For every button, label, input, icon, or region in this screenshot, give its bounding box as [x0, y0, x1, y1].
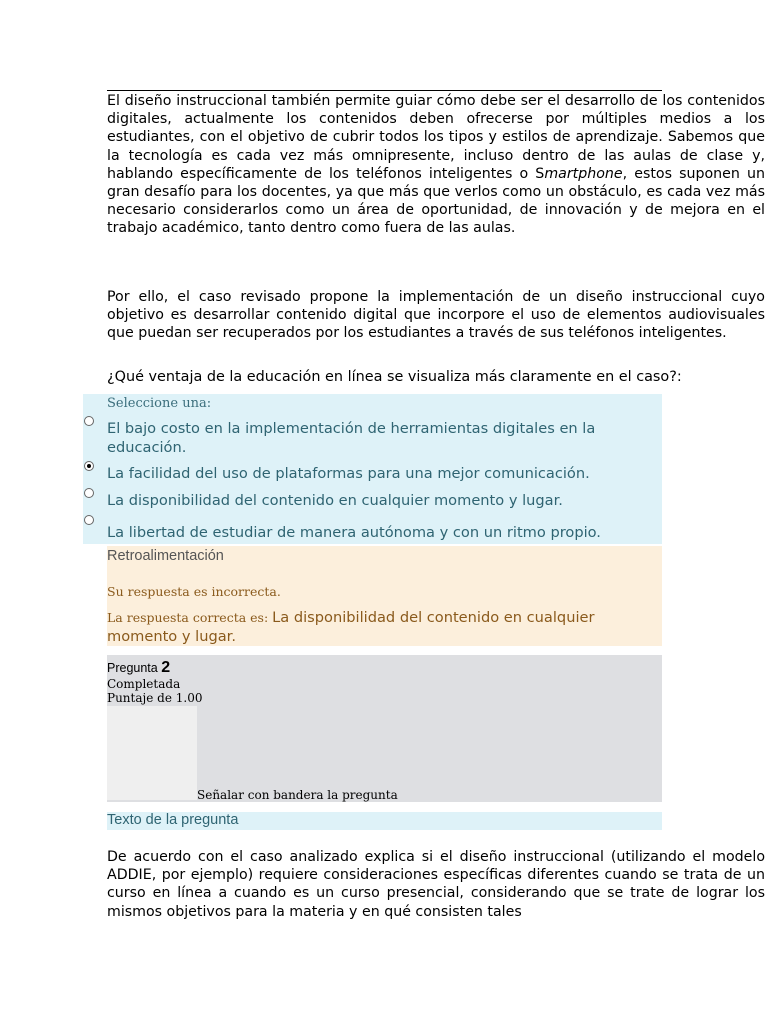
answer-block	[83, 394, 662, 544]
feedback-incorrect: Su respuesta es incorrecta.	[107, 584, 281, 599]
flag-box[interactable]	[107, 706, 197, 800]
question-text: ¿Qué ventaja de la educación en línea se visualiza más claramente en el caso?:	[107, 369, 682, 385]
italic-term: martphone	[544, 165, 623, 182]
question-number: Pregunta 2	[107, 659, 171, 676]
question-info-panel	[107, 655, 662, 802]
question-grade: Puntaje de 1.00	[107, 691, 203, 705]
intro-paragraph: El diseño instruccional también permite guiar cómo debe ser el desarrollo de los contenidos digitales, actualmente los contenidos deben ofrecerse por múltiples medios a los estudiantes, con el objetivo de cubrir todos los tipos y estilos de aprendizaje. Sabemos que la tecnología es cada vez más omnipresente, incluso dentro de las aulas de clase y, hablando específicamente de los teléfonos inteligentes o Smartphone, estos suponen un gran desafío para los docentes, ya que más que verlos como un obstáculo, es cada vez más necesario considerarlos como un área de oportunidad, de innovación y de mejora en el trabajo académico, tanto dentro como fuera de las aulas.	[107, 93, 765, 237]
question2-paragraph: De acuerdo con el caso analizado explica si el diseño instruccional (utilizando el modelo ADDIE, por ejemplo) requiere consideraciones específicas diferentes cuando se trata de un curso en línea a cuando es un curso presencial, considerando que se trate de lograr los mismos objetivos para la materia y en qué consisten tales	[107, 849, 765, 920]
separator-line	[107, 90, 662, 91]
option-4-label[interactable]: La libertad de estudiar de manera autónoma y con un ritmo propio.	[107, 524, 601, 541]
option-1-label[interactable]: El bajo costo en la implementación de herramientas digitales en la educación.	[107, 420, 596, 456]
feedback-panel	[107, 546, 662, 646]
question-text-label: Texto de la pregunta	[107, 812, 239, 828]
radio-option-2[interactable]	[84, 461, 94, 471]
radio-option-1[interactable]	[84, 416, 94, 426]
option-2-label[interactable]: La facilidad del uso de plataformas para una mejor comunicación.	[107, 465, 590, 482]
option-3-label[interactable]: La disponibilidad del contenido en cualquier momento y lugar.	[107, 492, 563, 509]
feedback-title: Retroalimentación	[107, 548, 224, 564]
feedback-correct-answer: La respuesta correcta es: La disponibilidad del contenido en cualquier momento y lugar.	[107, 609, 595, 645]
radio-option-4[interactable]	[84, 515, 94, 525]
question-text-bar	[107, 812, 662, 830]
case-paragraph: Por ello, el caso revisado propone la implementación de un diseño instruccional cuyo objetivo es desarrollar contenido digital que incorpore el uso de elementos audiovisuales que puedan ser recuperados por los estudiantes a través de sus teléfonos inteligentes.	[107, 289, 765, 342]
radio-option-3[interactable]	[84, 488, 94, 498]
question-state: Completada	[107, 677, 181, 691]
flag-question-link[interactable]: Señalar con bandera la pregunta	[197, 788, 398, 802]
answer-prompt: Seleccione una:	[107, 396, 212, 411]
